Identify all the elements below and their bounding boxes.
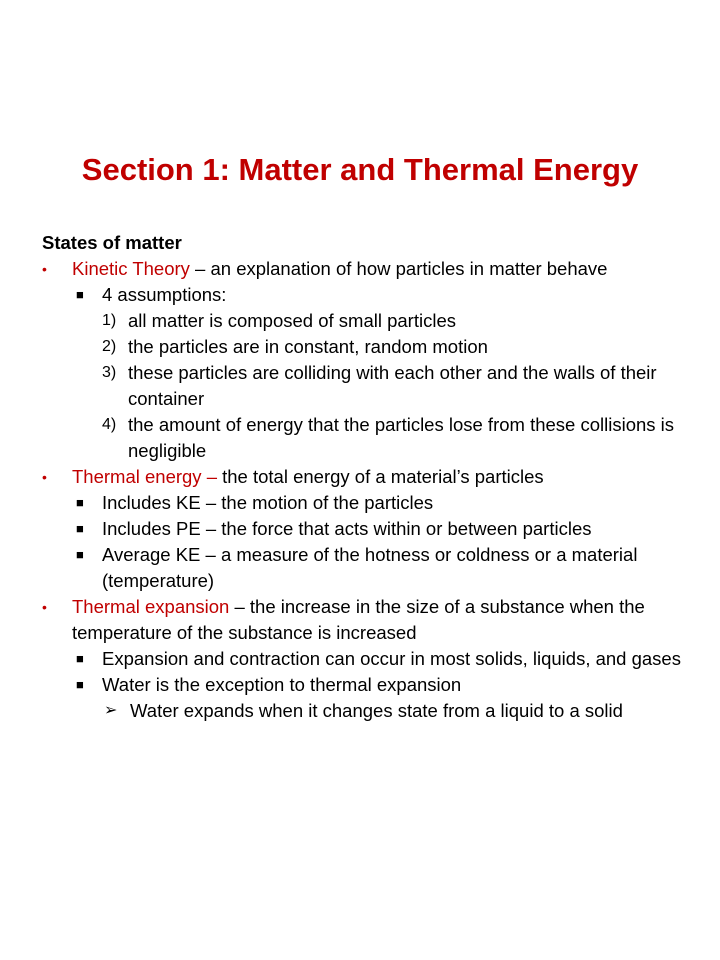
sub-item-text: Includes PE – the force that acts within or between particles	[102, 518, 592, 539]
definition: the total energy of a material’s particles	[216, 466, 544, 487]
sub-item-text: 4 assumptions:	[102, 284, 227, 305]
square-bullet-icon: ■	[76, 521, 84, 536]
bullet-icon: •	[42, 599, 47, 615]
numbered-item	[42, 308, 682, 334]
definition: – an explanation of how particles in matter behave	[189, 258, 608, 279]
numbered-item	[42, 360, 682, 412]
sub-list-item	[42, 672, 682, 698]
definition: – the increase in the size of a substance when the temperature of the substance is increased	[72, 596, 645, 643]
numbered-text: all matter is composed of small particles	[128, 310, 456, 331]
sub-item-text: Average KE – a measure of the hotness or coldness or a material (temperature)	[102, 544, 638, 591]
item-number: 1)	[102, 312, 117, 329]
arrow-item	[42, 698, 682, 724]
item-number: 2)	[102, 338, 117, 355]
list-item	[42, 256, 682, 282]
list-item	[42, 594, 682, 646]
arrow-item-text: Water expands when it changes state from a liquid to a solid	[130, 700, 623, 721]
square-bullet-icon: ■	[76, 677, 84, 692]
sub-list-item	[42, 516, 682, 542]
numbered-item	[42, 412, 682, 464]
item-number: 4)	[102, 416, 117, 433]
square-bullet-icon: ■	[76, 287, 84, 302]
square-bullet-icon: ■	[76, 651, 84, 666]
sub-item-text: Water is the exception to thermal expansion	[102, 674, 462, 695]
content-body	[42, 230, 682, 724]
numbered-text: these particles are colliding with each other and the walls of their container	[128, 362, 657, 409]
numbered-text: the particles are in constant, random motion	[128, 336, 488, 357]
square-bullet-icon: ■	[76, 547, 84, 562]
numbered-text: the amount of energy that the particles lose from these collisions is negligible	[128, 414, 675, 461]
numbered-item	[42, 334, 682, 360]
sub-list-item	[42, 542, 682, 594]
sub-list-item	[42, 282, 682, 308]
term: Thermal expansion	[72, 596, 230, 617]
square-bullet-icon: ■	[76, 495, 84, 510]
list-item	[42, 464, 682, 490]
sub-item-text: Includes KE – the motion of the particles	[102, 492, 434, 513]
sub-list-item	[42, 490, 682, 516]
term: Kinetic Theory	[72, 258, 190, 279]
page-title: Section 1: Matter and Thermal Energy	[81, 152, 639, 187]
item-number: 3)	[102, 364, 117, 381]
term: Thermal energy –	[72, 466, 217, 487]
bullet-icon: •	[42, 469, 47, 485]
sub-item-text: Expansion and contraction can occur in most solids, liquids, and gases	[102, 648, 681, 669]
sub-list-item	[42, 646, 682, 672]
subheading: States of matter	[42, 232, 182, 253]
bullet-icon: •	[42, 261, 47, 277]
arrow-bullet-icon: ➢	[104, 702, 118, 719]
